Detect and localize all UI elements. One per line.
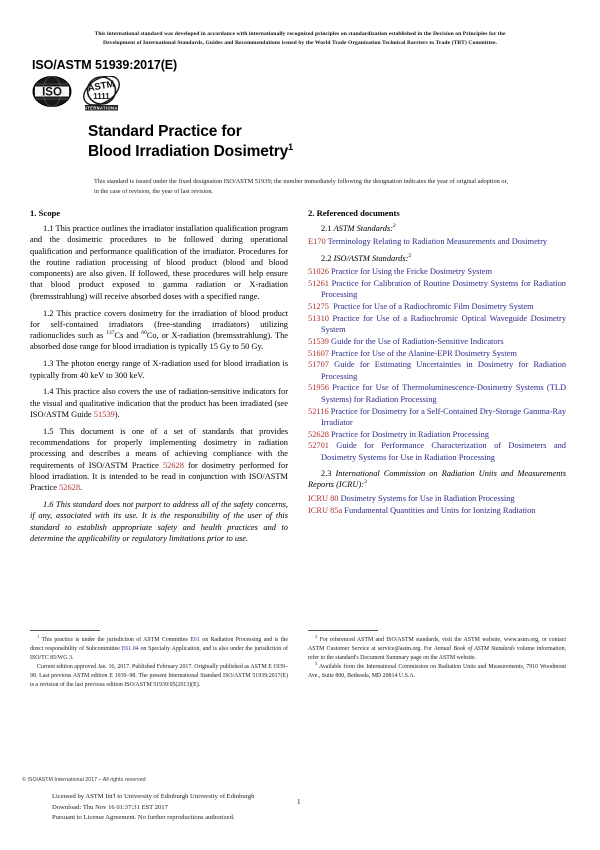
paragraph-1-2-part-b: Cs and [114, 331, 142, 341]
title-line-2: Blood Irradiation Dosimetry [88, 143, 289, 161]
iso-astm-standards-list [308, 266, 566, 463]
reference-item[interactable] [308, 382, 566, 405]
reference-number[interactable]: 51956 [308, 383, 329, 393]
link-e61[interactable]: E61 [190, 637, 200, 643]
paragraph-1-2-part-c: Co, or X-radiation (bremsstrahlung). The absorbed dose range for blood irradiation is typically 15 Gy to 50 Gy. [30, 331, 289, 352]
reference-title[interactable]: Practice for Use of a Radiochromic Film Dosimetry System [333, 301, 534, 311]
reference-item[interactable] [308, 301, 566, 312]
footnote-1-part-a: This practice is under the jurisdiction of ASTM Committee [41, 637, 191, 643]
reference-title[interactable]: Practice for Use of a Radiochromic Optical Waveguide Dosimetry System [321, 313, 567, 334]
link-e61-04[interactable]: E61.04 [121, 645, 139, 652]
reference-title[interactable]: Practice for Calibration of Routine Dosimetry Systems for Radiation Processing [321, 278, 566, 300]
paragraph-1-5-part-c: . [80, 483, 83, 493]
svg-text:INTERNATIONAL: INTERNATIONAL [82, 105, 121, 111]
iso-logo-icon [32, 76, 72, 107]
reference-number[interactable]: ICRU 80 [308, 493, 339, 503]
reference-item[interactable] [308, 313, 566, 336]
reference-title[interactable]: Guide for the Use of Radiation-Sensitive Indicators [331, 336, 504, 346]
reference-item[interactable] [308, 336, 566, 347]
subsection-2-3-heading [308, 468, 566, 491]
column-right [308, 208, 566, 521]
title-line-1: Standard Practice for [88, 123, 242, 140]
paragraph-1-1: 1.1 This practice outlines the irradiator installation qualification program and the dosimetric procedures to be followed during operational qualification and performance qualification of the irradiator. Procedures for the routine radiation processing of blood product (blood and blood components) are also given. If followed, these procedures will help ensure that blood product exposed to gamma radiation or X-radiation (bremsstrahlung) will receive absorbed doses with a specified range. [30, 224, 288, 301]
reference-title[interactable]: Dosimetry Systems for Use in Radiation Processing [340, 493, 515, 503]
reference-item[interactable] [308, 278, 566, 301]
reference-number[interactable]: 52628 [308, 429, 329, 439]
subsection-2-2-number: 2.2 [321, 253, 334, 263]
paragraph-1-4-part-a: 1.4 This practice also covers the use of radiation-sensitive indicators for the visual and qualitative indication that the product has been irradiated (see ISO/ASTM Guide [30, 387, 288, 419]
paragraph-1-4-part-b: ). [114, 409, 120, 419]
footnote-3-text: Available from the International Commission on Radiation Units and Measurements, 7910 Woodmont Ave., Suite 800, Bethesda, MD 20814 U.S.A. [308, 663, 566, 679]
reference-title[interactable]: Practice for Using the Fricke Dosimetry System [331, 266, 492, 276]
subsection-2-3-footnote-marker: 3 [364, 479, 367, 486]
tbt-banner-line-2: Development of International Standards, Guides and Recommendations issued by the World Trade Organization Technical Barriers to Trade (TBT) Committee. [102, 39, 498, 46]
paragraph-1-2-part-a: 1.2 This practice covers dosimetry for the irradiation of blood product for self-contained irradiators (free-standing irradiators) utilizing radionuclides such as [30, 308, 288, 341]
page-number: 1 [297, 798, 301, 806]
license-line-3: Pursuant to License Agreement. No further reproductions authorized. [52, 814, 235, 822]
paragraph-1-5-part-b: for dosimetry performed for blood irradiation. It is intended to be read in conjunction with ISO/ASTM Practice [30, 460, 288, 493]
footnote-1-part-b: on Radiation Processing and is the direct responsibility of Subcommittee [30, 637, 288, 652]
reference-title[interactable]: Practice for Use of Thermoluminescence-Dosimetry Systems (TLD Systems) for Radiation Processing [321, 383, 567, 404]
paragraph-1-3: 1.3 The photon energy range of X-radiation used for blood irradiation is typically from 40 keV to 300 keV. [30, 359, 288, 380]
subsection-2-1-footnote-marker: 2 [393, 223, 396, 230]
paragraph-1-5 [30, 426, 288, 494]
reference-item[interactable] [308, 348, 566, 359]
icru-reports-list [308, 493, 566, 516]
footnote-1-marker: 1 [37, 634, 40, 640]
section-heading-scope: 1. Scope [30, 208, 61, 218]
astm-standards-list [308, 236, 566, 247]
isotope-137-superscript: 137 [106, 330, 115, 337]
paragraph-1-5-part-a: 1.5 This document is one of a set of standards that provides recommendations for properly implementing dosimetry in radiation processing and describes a means of achieving compliance with the requirements of ISO/ASTM Practice [30, 426, 288, 470]
tbt-banner [34, 30, 566, 47]
reference-title[interactable]: Practice for Dosimetry in Radiation Processing [331, 429, 489, 439]
reference-title[interactable]: Guide for Performance Characterization of Dosimeters and Dosimetry Systems for Use in Radiation Processing [321, 441, 566, 462]
reference-number[interactable]: 52116 [308, 406, 329, 416]
footnote-2-marker: 2 [315, 634, 318, 640]
reference-number[interactable]: 51539 [308, 336, 329, 346]
subsection-2-1-heading [308, 223, 566, 234]
footnote-block-right [308, 636, 566, 681]
footnote-rule-left [30, 630, 100, 631]
subsection-2-1-title: ASTM Standards: [333, 224, 394, 233]
copyright-notice: © ISO/ASTM International 2017 – All rights reserved [22, 777, 146, 783]
title-footnote-marker: 1 [288, 142, 293, 153]
reference-number[interactable]: 51261 [308, 278, 329, 288]
isotope-60-superscript: 60 [141, 330, 147, 337]
license-notice [52, 792, 254, 824]
footnote-rule-right [308, 630, 378, 631]
footnote-current-edition: Current edition approved Jan. 16, 2017. Published February 2017. Originally published as ASTM E 1939–98. Last previous ASTM edition E 1939–98. The present International Standard ISO/ASTM 51939:2017(E) is a revision of the last previous edition ISO/ASTM 51939:05(2013)(E). [30, 663, 288, 688]
subsection-2-2-heading [308, 253, 566, 264]
tbt-banner-line-1: This international standard was developed in accordance with internationally recognized principles on standardization established in the Decision on Principles for the [94, 31, 506, 37]
reference-item[interactable] [308, 440, 566, 463]
subsection-2-3-number: 2.3 [321, 469, 336, 479]
reference-number[interactable]: ICRU 85a [308, 505, 343, 515]
paragraph-1-2 [30, 308, 288, 353]
link-52628-first[interactable]: 52628 [162, 460, 184, 470]
footnote-2-part-a: For referenced ASTM and ISO/ASTM standards, visit the ASTM website, www.astm.org, or contact ASTM Customer Service at service@astm.org. For [308, 637, 566, 652]
subsection-2-2-title: ISO/ASTM Standards: [333, 253, 409, 263]
reference-number[interactable]: 51607 [308, 348, 329, 358]
svg-text:ASTM: ASTM [86, 78, 116, 95]
reference-item[interactable] [308, 359, 566, 382]
reference-item[interactable] [308, 266, 566, 277]
title-block [88, 122, 508, 197]
reference-title[interactable]: Fundamental Quantities and Units for Ionizing Radiation [344, 505, 536, 515]
footnote-2 [308, 636, 566, 663]
footnote-1 [30, 636, 288, 663]
reference-title[interactable]: Terminology Relating to Radiation Measurements and Dosimetry [327, 237, 548, 247]
reference-item[interactable] [308, 505, 566, 516]
license-line-2: Download: Thu Nov 16 01:37:31 EST 2017 [52, 803, 168, 811]
link-52628-second[interactable]: 52628 [59, 483, 81, 493]
reference-title[interactable]: Practice for Use of the Alanine-EPR Dosimetry System [331, 348, 517, 358]
subsection-2-3-title: International Commission on Radiation Units and Measurements Reports (ICRU): [308, 469, 566, 490]
subsection-2-1-number: 2.1 [321, 224, 334, 233]
footnote-3 [308, 660, 566, 681]
svg-text:ISO: ISO [42, 86, 62, 99]
reference-number[interactable]: E170 [308, 237, 326, 247]
svg-text:1111: 1111 [93, 92, 110, 101]
footnote-2-part-b: volume information, refer to the standard's Document Summary page on the ASTM website. [308, 645, 566, 661]
document-number: ISO/ASTM 51939:2017(E) [32, 58, 178, 72]
logo-group [32, 76, 123, 112]
reference-number[interactable]: 51707 [308, 360, 329, 370]
license-line-1: Licensed by ASTM Int'l to University of Edinburgh University of Edinburgh [52, 793, 255, 800]
astm-logo-icon [80, 76, 123, 112]
paragraph-1-6: 1.6 This standard does not purport to address all of the safety concerns, if any, associated with its use. It is the responsibility of the user of this standard to establish appropriate safety and health practices and to determine the applicability or regulatory limitations prior to use. [30, 500, 288, 543]
reference-number[interactable]: 51275 [308, 301, 329, 311]
reference-item[interactable] [308, 406, 566, 429]
subsection-2-2-footnote-marker: 2 [408, 252, 412, 259]
reference-number[interactable]: 52701 [308, 441, 329, 451]
column-left [30, 208, 288, 550]
reference-item[interactable] [308, 236, 566, 247]
reference-title[interactable]: Guide for Estimating Uncertainties in Dosimetry for Radiation Processing [321, 360, 567, 381]
section-heading-referenced-documents: 2. Referenced documents [308, 208, 400, 218]
footnote-2-italic: Annual Book of ASTM Standards [434, 645, 515, 652]
footnote-1-part-c: on Specialty Application, and is also under the jurisdiction of ISO/TC 85/WG 3. [30, 645, 288, 661]
reference-number[interactable]: 51026 [308, 266, 329, 276]
footnote-3-marker: 3 [315, 660, 318, 666]
paragraph-1-4 [30, 386, 288, 420]
footnote-block-left [30, 636, 288, 690]
page-title [88, 122, 508, 163]
issued-note: This standard is issued under the fixed designation ISO/ASTM 51939; the number immediately following the designation indicates the year of original adoption or, in the case of revision, the year of last revision. [94, 177, 508, 196]
reference-item[interactable] [308, 429, 566, 440]
link-51539[interactable]: 51539 [93, 409, 115, 419]
reference-title[interactable]: Practice for Dosimetry for a Self-Contained Dry-Storage Gamma-Ray Irradiator [321, 406, 567, 427]
reference-item[interactable] [308, 493, 566, 504]
reference-number[interactable]: 51310 [308, 313, 329, 323]
